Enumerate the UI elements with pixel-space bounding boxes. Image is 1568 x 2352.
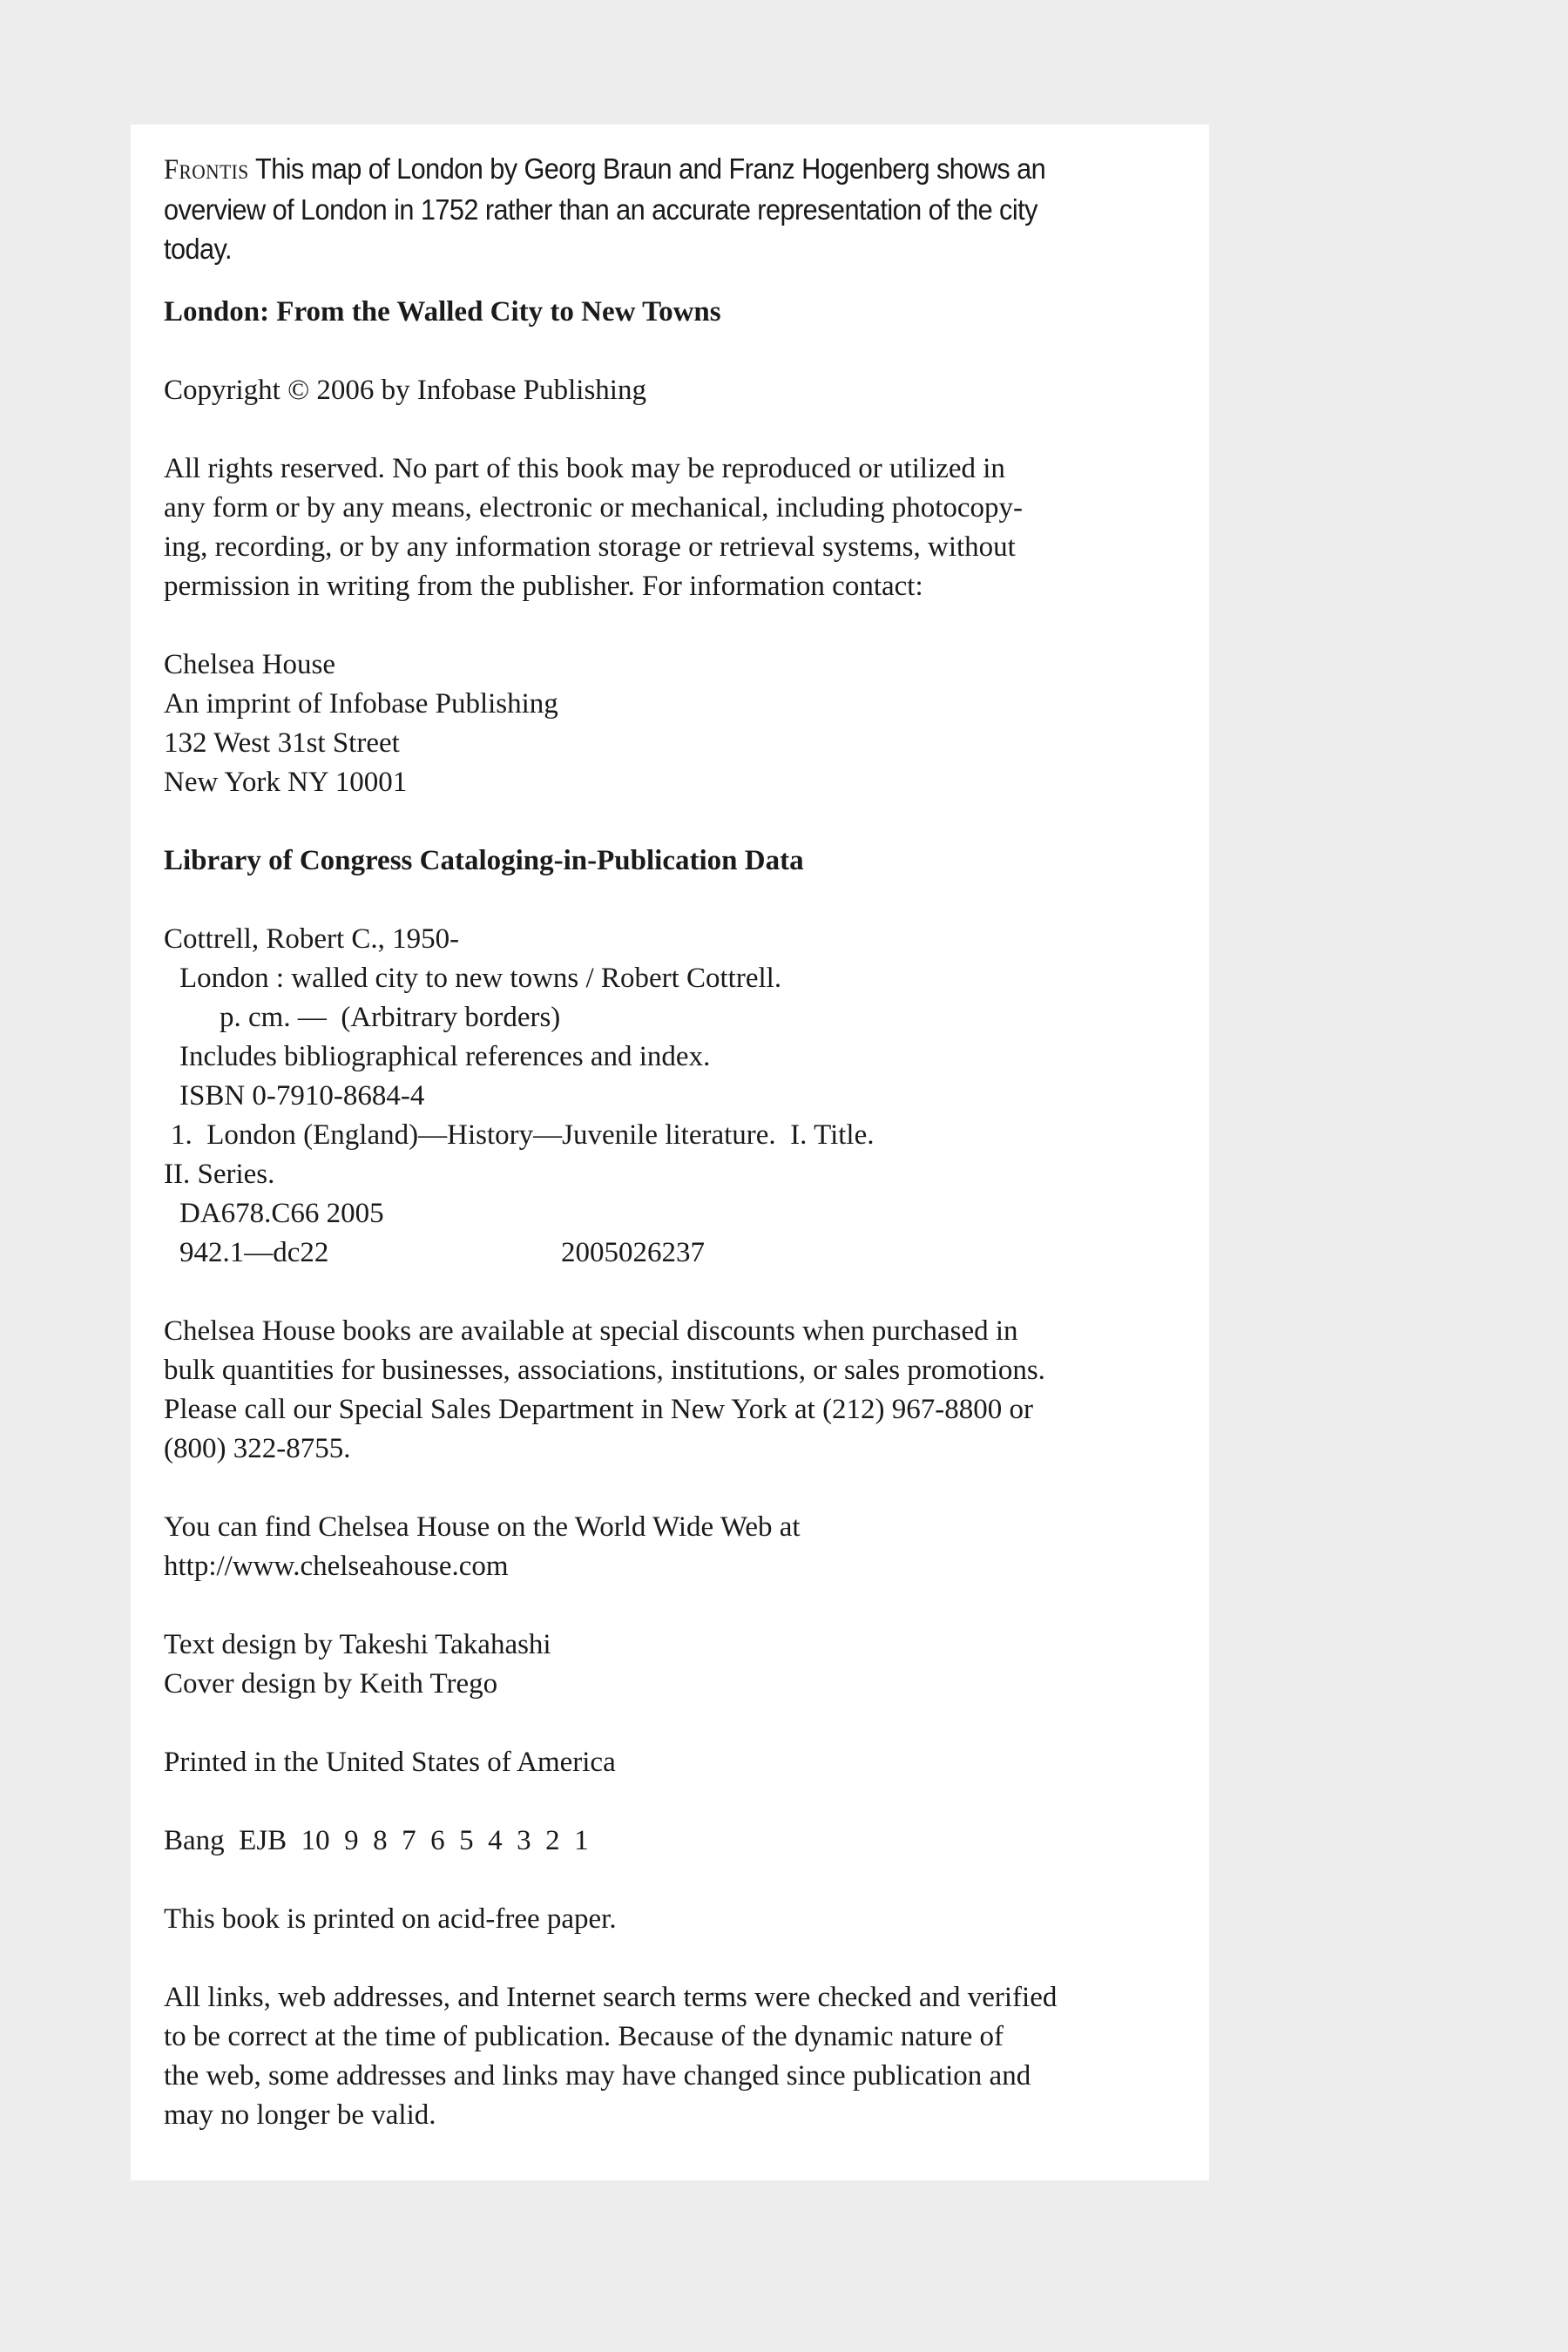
web-paragraph <box>164 1508 1176 1586</box>
catalog-series: II. Series. <box>164 1159 275 1190</box>
sales-line: Please call our Special Sales Department in New York at (212) 967-8800 or <box>164 1394 1034 1425</box>
rights-paragraph <box>164 449 1176 606</box>
catalog-dewey: 942.1—dc22 <box>179 1237 329 1268</box>
address-line: Chelsea House <box>164 649 336 680</box>
cataloging-data <box>164 920 1176 1273</box>
catalog-call-number: DA678.C66 2005 <box>179 1198 384 1229</box>
rights-line: ing, recording, or by any information storage or retrieval systems, without <box>164 531 1016 563</box>
links-disclaimer <box>164 1978 1176 2135</box>
catalog-pcm: p. cm. — (Arbitrary borders) <box>220 1002 561 1033</box>
links-line: may no longer be valid. <box>164 2099 436 2131</box>
printing-line: Bang EJB 10 9 8 7 6 5 4 3 2 1 <box>164 1825 589 1856</box>
frontis-text: This map of London by Georg Braun and Franz Hogenberg shows an overview of London in 1752 rather than an accurate representation of the city today. <box>164 152 1046 265</box>
loc-heading: Library of Congress Cataloging-in-Publication Data <box>164 845 804 876</box>
cover-design-credit: Cover design by Keith Trego <box>164 1668 498 1700</box>
catalog-title: London : walled city to new towns / Robert Cottrell. <box>179 963 782 994</box>
frontis-caption <box>164 149 1104 268</box>
printed-in: Printed in the United States of America <box>164 1747 616 1778</box>
rights-line: All rights reserved. No part of this book may be reproduced or utilized in <box>164 453 1005 484</box>
address-line: 132 West 31st Street <box>164 727 400 759</box>
book-title: London: From the Walled City to New Towns <box>164 296 721 328</box>
rights-line: permission in writing from the publisher. For information contact: <box>164 571 923 602</box>
address-line: New York NY 10001 <box>164 767 408 798</box>
links-line: to be correct at the time of publication. Because of the dynamic nature of <box>164 2021 1004 2052</box>
sales-line: bulk quantities for businesses, associations, institutions, or sales promotions. <box>164 1355 1045 1386</box>
catalog-subject: 1. London (England)—History—Juvenile literature. I. Title. <box>171 1119 875 1151</box>
text-design-credit: Text design by Takeshi Takahashi <box>164 1629 551 1660</box>
catalog-author: Cottrell, Robert C., 1950- <box>164 923 460 955</box>
links-line: the web, some addresses and links may have changed since publication and <box>164 2060 1031 2092</box>
publisher-address <box>164 645 1176 802</box>
catalog-biblio: Includes bibliographical references and index. <box>179 1041 711 1072</box>
frontis-label: Frontis <box>164 154 249 186</box>
copyright-page <box>131 125 1209 2180</box>
design-credits <box>164 1625 1176 1704</box>
copyright-notice: Copyright © 2006 by Infobase Publishing <box>164 375 646 406</box>
sales-line: Chelsea House books are available at special discounts when purchased in <box>164 1315 1018 1347</box>
sales-paragraph <box>164 1312 1176 1469</box>
catalog-isbn: ISBN 0-7910-8684-4 <box>179 1080 425 1112</box>
web-line: You can find Chelsea House on the World Wide Web at <box>164 1511 801 1543</box>
links-line: All links, web addresses, and Internet search terms were checked and verified <box>164 1982 1058 2013</box>
address-line: An imprint of Infobase Publishing <box>164 688 558 720</box>
catalog-lccn: 2005026237 <box>561 1237 705 1268</box>
acid-free-note: This book is printed on acid-free paper. <box>164 1903 617 1935</box>
rights-line: any form or by any means, electronic or mechanical, including photocopy- <box>164 492 1024 524</box>
catalog-class-line <box>164 1233 1176 1273</box>
sales-line: (800) 322-8755. <box>164 1433 351 1464</box>
website-url: http://www.chelseahouse.com <box>164 1551 509 1582</box>
